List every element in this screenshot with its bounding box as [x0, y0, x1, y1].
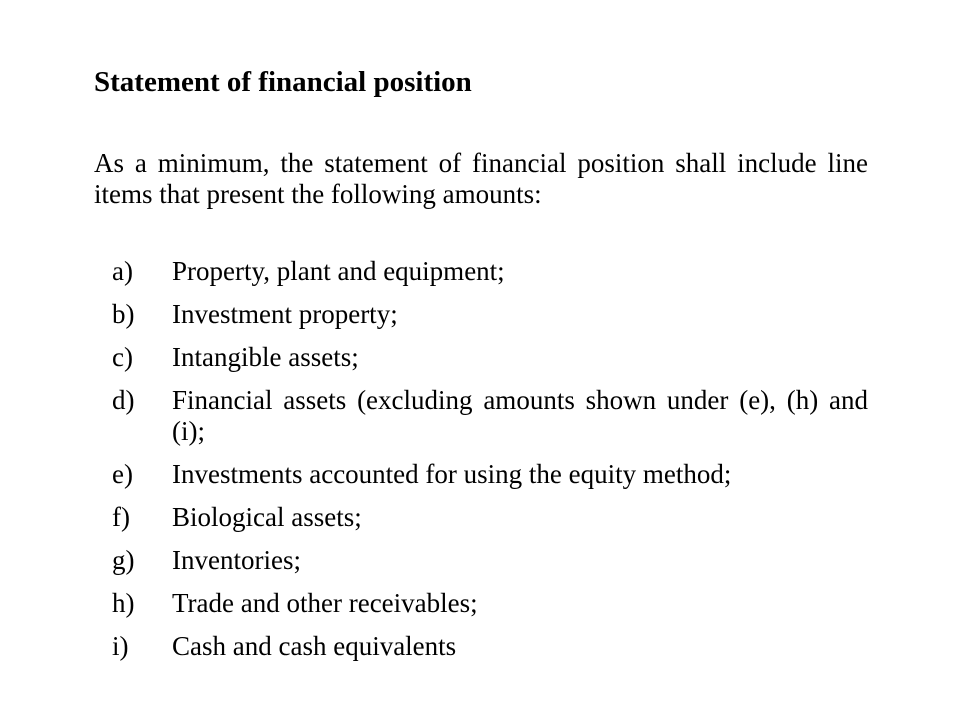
- page-title: Statement of financial position: [94, 66, 472, 98]
- list-item-marker: g): [112, 545, 135, 575]
- list-item-text: Property, plant and equipment;: [172, 256, 505, 286]
- list-item: [112, 342, 868, 373]
- list-item-text: Intangible assets;: [172, 342, 359, 372]
- list-item: [112, 385, 868, 447]
- list-item: [112, 545, 868, 576]
- list-item: [112, 256, 868, 287]
- list-item-marker: e): [112, 459, 133, 489]
- list-item-marker: b): [112, 299, 135, 329]
- line-items-list: [112, 256, 868, 674]
- list-item-text: Cash and cash equivalents: [172, 631, 457, 661]
- list-item-marker: i): [112, 631, 129, 661]
- list-item-text: Financial assets (excluding amounts shown under (e), (h) and (i);: [172, 385, 868, 446]
- list-item-text: Biological assets;: [172, 502, 362, 532]
- list-item-text: Investments accounted for using the equity method;: [172, 459, 732, 489]
- list-item: [112, 502, 868, 533]
- list-item-text: Inventories;: [172, 545, 301, 575]
- list-item: [112, 631, 868, 662]
- intro-paragraph: As a minimum, the statement of financial position shall include line items that present the following amounts:: [94, 148, 868, 209]
- list-item: [112, 588, 868, 619]
- list-item-marker: d): [112, 385, 135, 415]
- list-item-marker: a): [112, 256, 133, 286]
- list-item: [112, 299, 868, 330]
- list-item-text: Trade and other receivables;: [172, 588, 478, 618]
- list-item: [112, 459, 868, 490]
- list-item-text: Investment property;: [172, 299, 398, 329]
- list-item-marker: h): [112, 588, 135, 618]
- list-item-marker: f): [112, 502, 130, 532]
- list-item-marker: c): [112, 342, 133, 372]
